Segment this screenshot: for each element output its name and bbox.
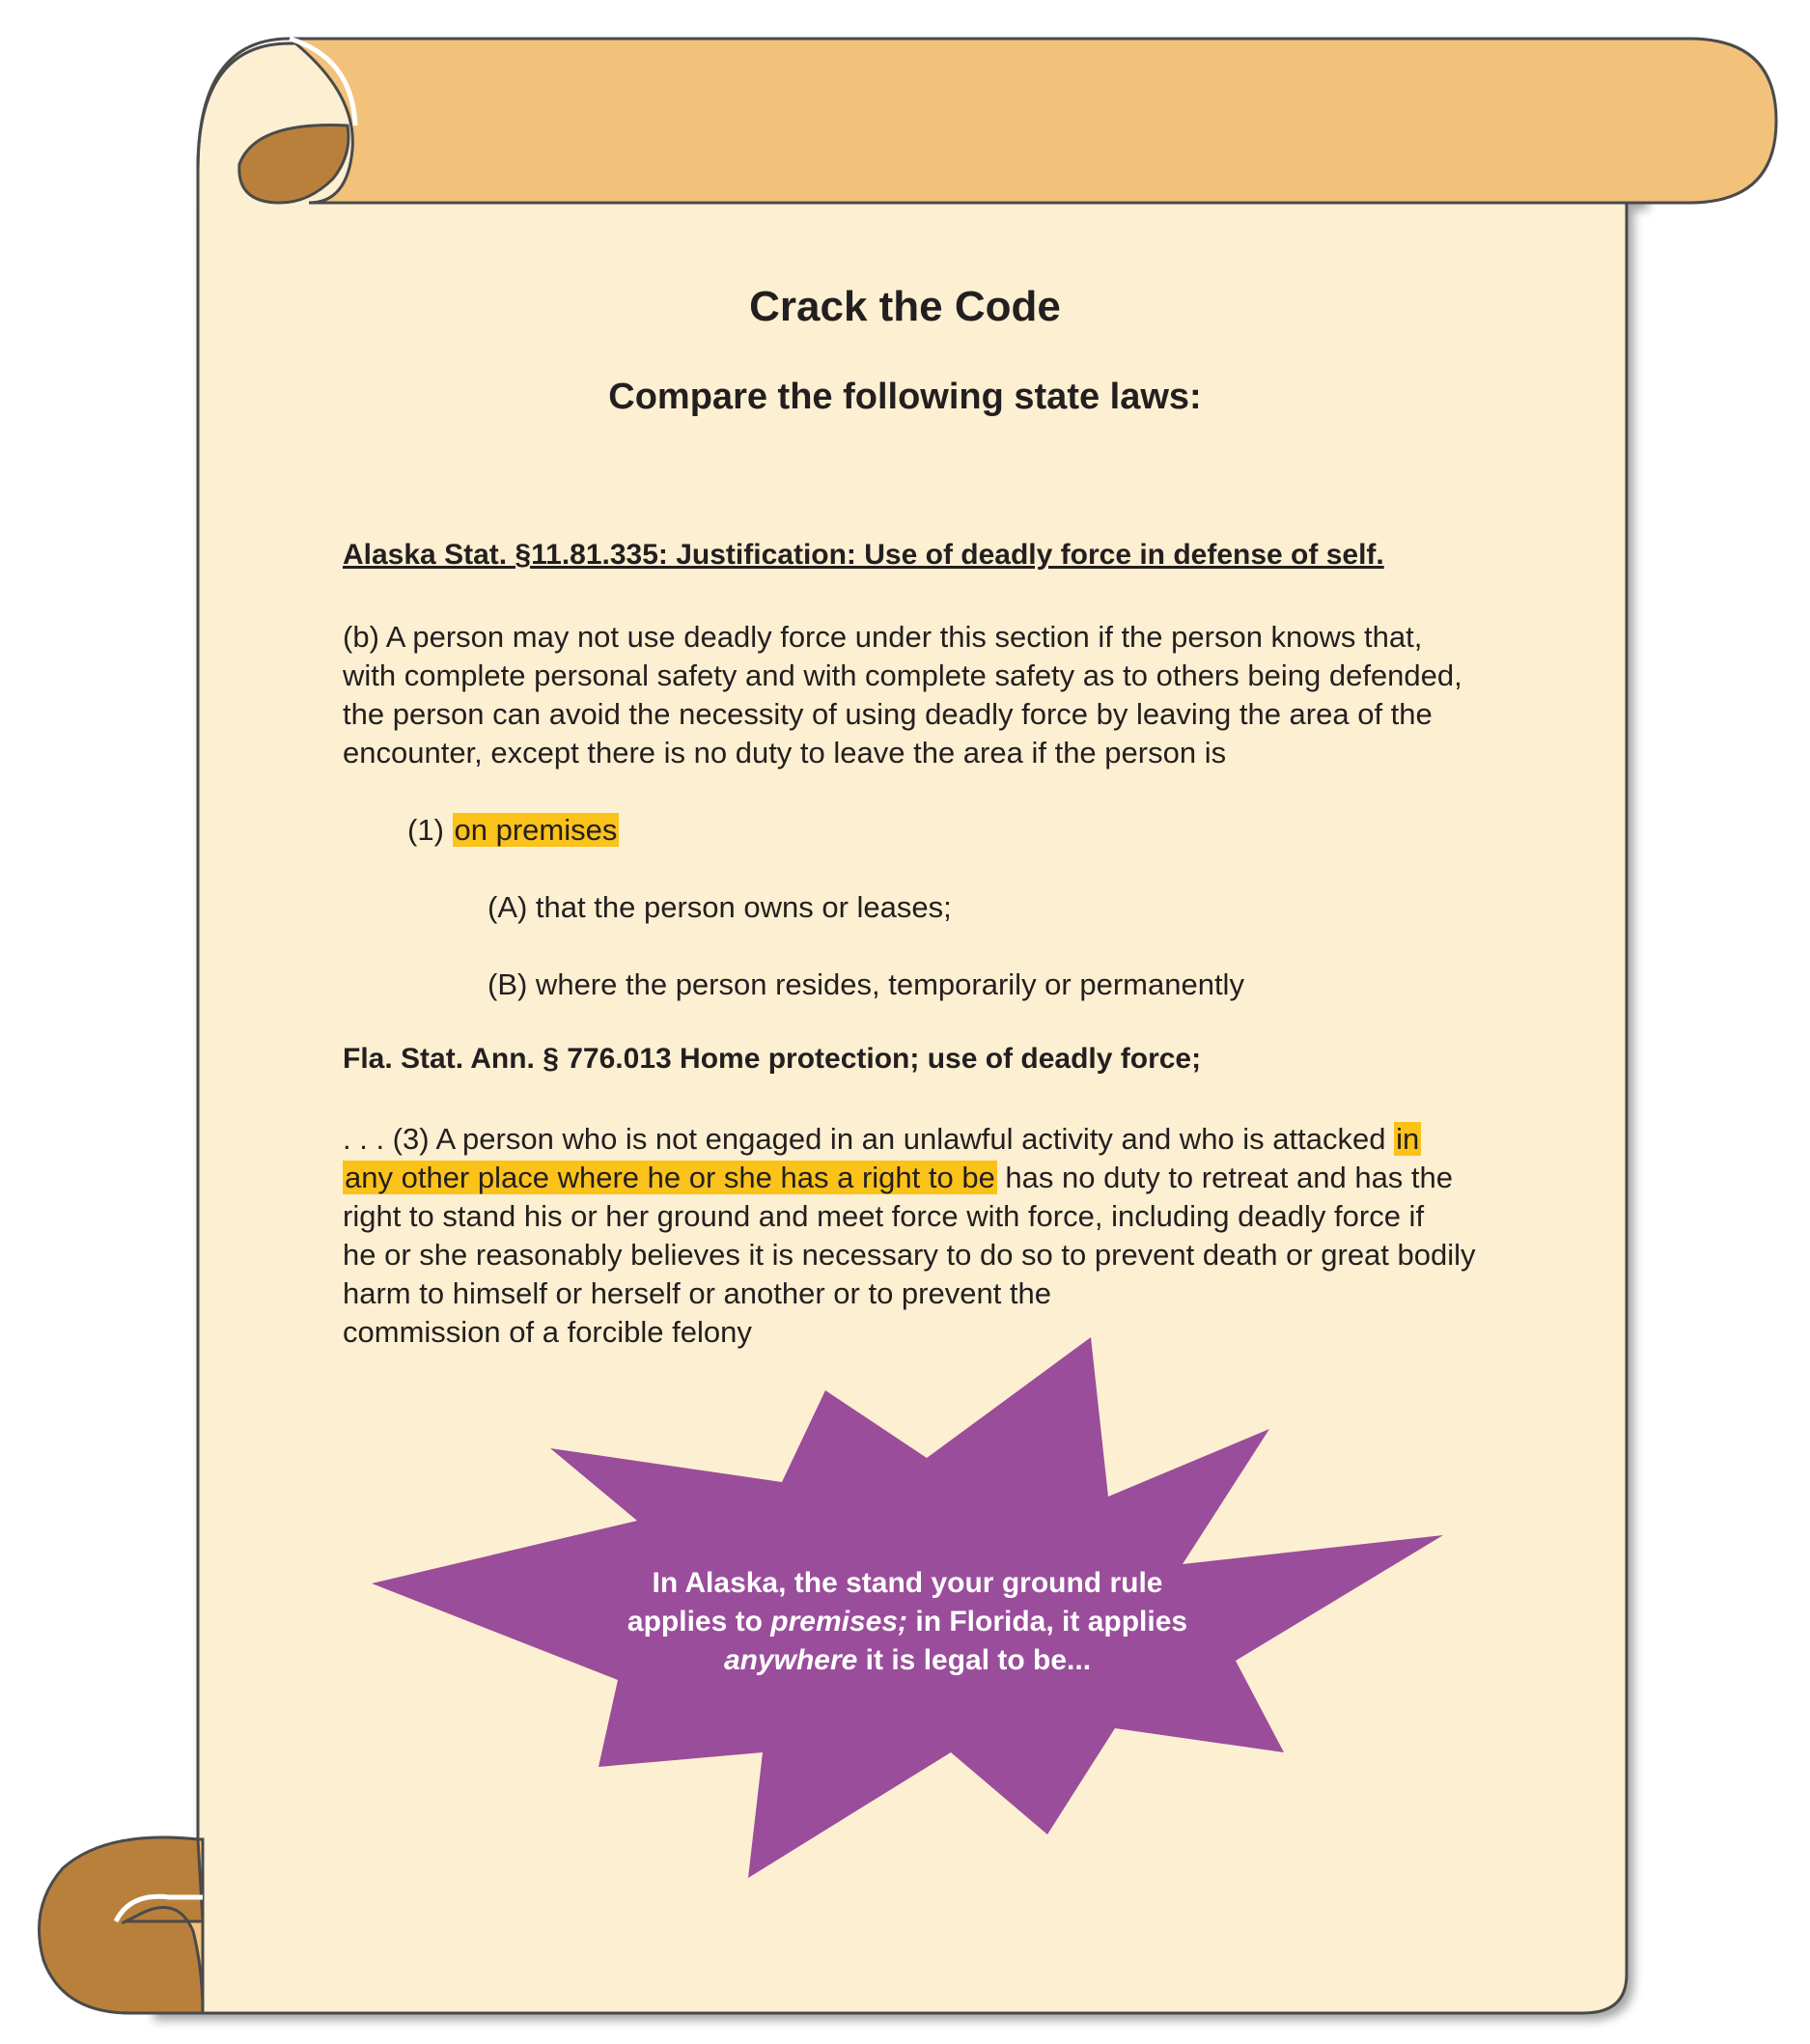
- callout-line-3: [570, 1641, 1245, 1680]
- alaska-item-b: (B) where the person resides, temporarily or permanently: [487, 967, 1244, 1001]
- florida-heading: Fla. Stat. Ann. § 776.013 Home protection; use of deadly force;: [343, 1043, 1202, 1075]
- florida-line: [343, 1120, 1476, 1159]
- alaska-item-a: (A) that the person owns or leases;: [487, 890, 952, 924]
- highlight-in: in: [1396, 1122, 1420, 1156]
- callout-anywhere-emphasis: anywhere: [723, 1644, 858, 1676]
- bottom-roll: [40, 1837, 204, 2013]
- callout-line-1: In Alaska, the stand your ground rule: [652, 1567, 1163, 1599]
- callout-line-2: [570, 1603, 1245, 1641]
- alaska-item-1-prefix: (1): [407, 813, 453, 847]
- callout-text: [570, 1564, 1245, 1680]
- highlight-any-other-place: any other place where he or she has a right to be: [345, 1161, 995, 1194]
- page-title: Crack the Code: [749, 283, 1061, 330]
- alaska-heading: Alaska Stat. §11.81.335: Justification: Use of deadly force in defense of self.: [343, 539, 1384, 571]
- page-subtitle: Compare the following state laws:: [608, 377, 1202, 417]
- callout-premises-emphasis: premises;: [770, 1606, 908, 1638]
- florida-paragraph: [343, 1120, 1476, 1352]
- top-roll: [198, 39, 1776, 203]
- florida-line: [343, 1159, 1476, 1197]
- alaska-line: (b) A person may not use deadly force under this section if the person knows that,: [343, 620, 1423, 654]
- callout-line-2-a: applies to: [627, 1606, 771, 1638]
- florida-line: he or she reasonably believes it is necessary to do so to prevent death or great bodily: [343, 1238, 1476, 1272]
- callout-line-3-b: it is legal to be...: [857, 1644, 1092, 1676]
- highlight-on-premises: on premises: [454, 813, 618, 847]
- florida-line: harm to himself or herself or another or to prevent the: [343, 1276, 1052, 1310]
- alaska-line: the person can avoid the necessity of using deadly force by leaving the area of the: [343, 697, 1433, 731]
- callout-line-2-c: in Florida, it applies: [907, 1606, 1188, 1638]
- florida-line-2-rest: has no duty to retreat and has the: [996, 1161, 1454, 1194]
- alaska-item-1: [407, 811, 619, 850]
- alaska-line: encounter, except there is no duty to leave the area if the person is: [343, 736, 1227, 770]
- florida-line: commission of a forcible felony: [343, 1315, 752, 1349]
- florida-line-1-prefix: . . . (3) A person who is not engaged in an unlawful activity and who is attacked: [343, 1122, 1395, 1156]
- florida-line: right to stand his or her ground and meet force with force, including deadly force if: [343, 1199, 1425, 1233]
- alaska-paragraph: [343, 618, 1462, 772]
- alaska-line: with complete personal safety and with complete safety as to others being defended,: [343, 658, 1462, 692]
